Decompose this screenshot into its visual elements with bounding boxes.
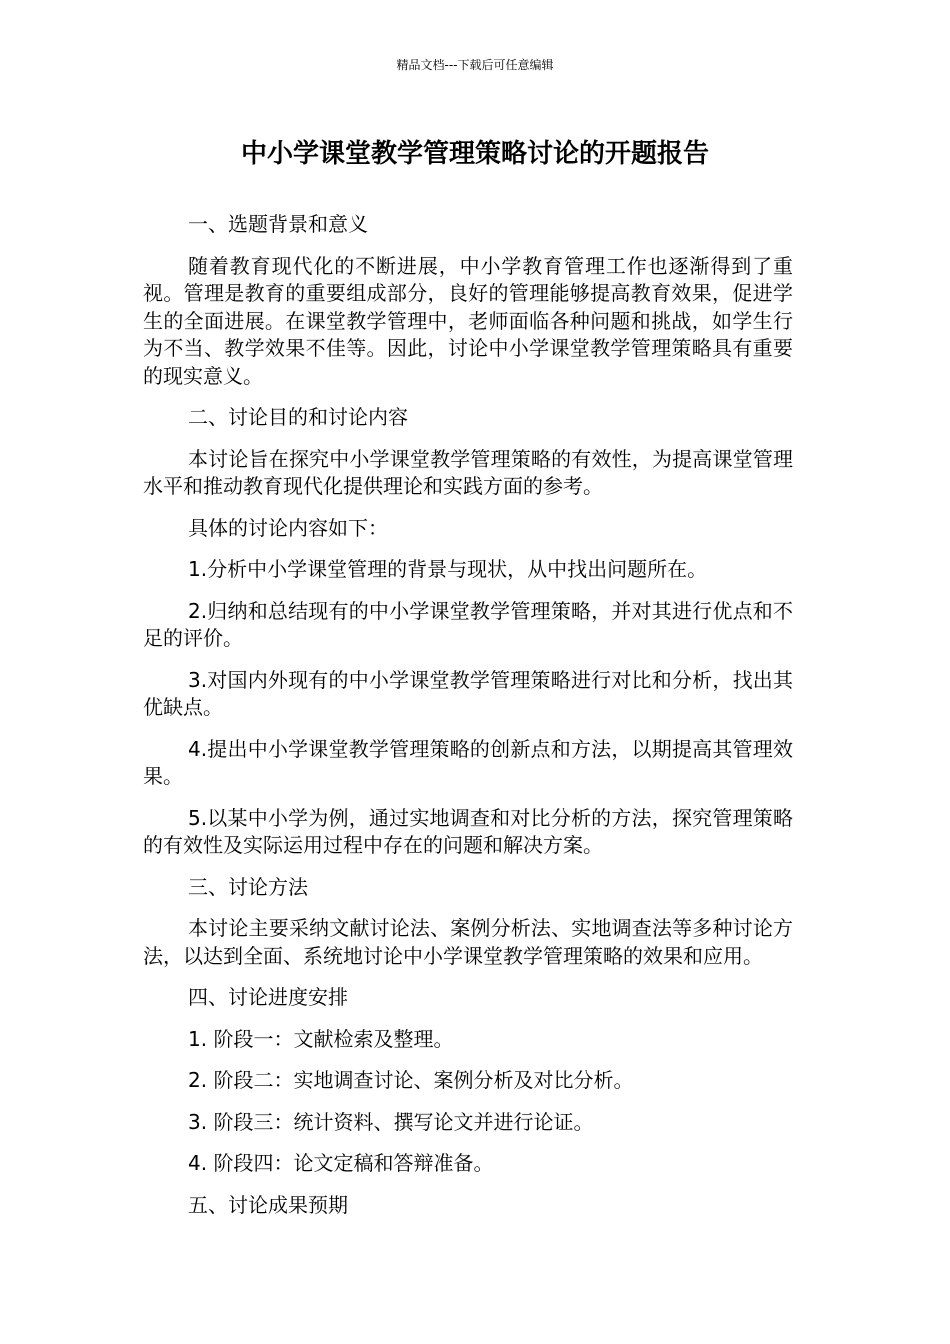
list-item-content-1: 1.分析中小学课堂管理的背景与现状，从中找出问题所在。	[188, 557, 708, 581]
section-heading-schedule: 四、讨论进度安排	[188, 985, 348, 1009]
paragraph-purpose: 本讨论旨在探究中小学课堂教学管理策略的有效性，为提高课堂管理水平和推动教育现代化提供理论和实践方面的参考。	[143, 446, 793, 498]
section-heading-purpose: 二、讨论目的和讨论内容	[188, 405, 408, 429]
document-title: 中小学课堂教学管理策略讨论的开题报告	[240, 139, 709, 169]
paragraph-background: 随着教育现代化的不断进展，中小学教育管理工作也逐渐得到了重视。管理是教育的重要组成部分，良好的管理能够提高教育效果，促进学生的全面进展。在课堂教学管理中，老师面临各种问题和挑战，如学生行为不当、教学效果不佳等。因此，讨论中小学课堂教学管理策略具有重要的现实意义。	[143, 253, 793, 388]
list-item-stage-4: 4. 阶段四：论文定稿和答辩准备。	[188, 1151, 494, 1175]
document-body	[143, 211, 793, 1233]
list-item-content-5: 5.以某中小学为例，通过实地调查和对比分析的方法，探究管理策略的有效性及实际运用过程中存在的问题和解决方案。	[143, 805, 793, 857]
paragraph-method: 本讨论主要采纳文献讨论法、案例分析法、实地调查法等多种讨论方法，以达到全面、系统地讨论中小学课堂教学管理策略的效果和应用。	[143, 916, 793, 968]
section-heading-method: 三、讨论方法	[188, 874, 308, 899]
list-item-content-3: 3.对国内外现有的中小学课堂教学管理策略进行对比和分析，找出其优缺点。	[143, 667, 793, 719]
paragraph-content-intro: 具体的讨论内容如下：	[188, 515, 388, 540]
section-heading-results: 五、讨论成果预期	[188, 1192, 348, 1217]
list-item-content-2: 2.归纳和总结现有的中小学课堂教学管理策略，并对其进行优点和不足的评价。	[143, 598, 793, 650]
list-item-content-4: 4.提出中小学课堂教学管理策略的创新点和方法，以期提高其管理效果。	[143, 736, 793, 788]
section-heading-background: 一、选题背景和意义	[188, 212, 368, 236]
list-item-stage-1: 1. 阶段一：文献检索及整理。	[188, 1026, 454, 1051]
list-item-stage-3: 3. 阶段三：统计资料、撰写论文并进行论证。	[188, 1109, 594, 1134]
list-item-stage-2: 2. 阶段二：实地调查讨论、案例分析及对比分析。	[188, 1068, 634, 1092]
header-note: 精品文档---下载后可任意编辑	[396, 58, 554, 72]
